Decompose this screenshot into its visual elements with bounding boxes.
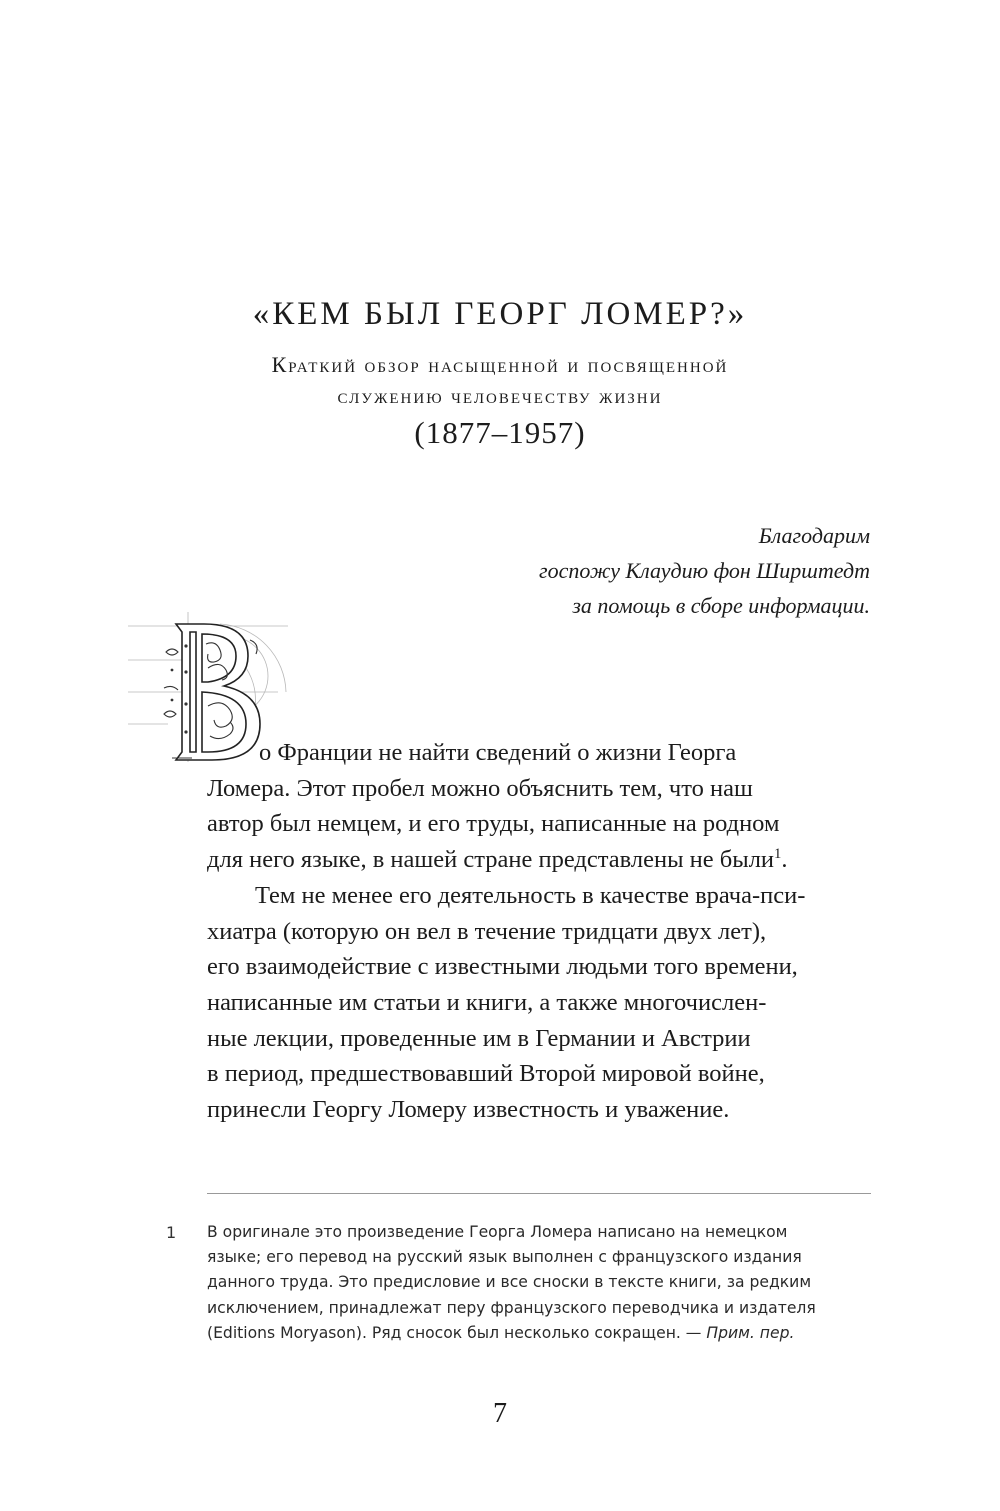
footnote-number: 1 [166, 1223, 177, 1242]
footnote-text [207, 1220, 877, 1346]
text-line [207, 842, 872, 878]
ack-line: Благодарим [758, 523, 870, 548]
ack-line: за помощь в сборе информации. [572, 593, 870, 618]
text-line-content: для него языке, в нашей стране представлены не были [207, 846, 775, 874]
paragraph [207, 878, 872, 1128]
translator-note: Прим. пер. [706, 1323, 795, 1342]
text-line: о Франции не найти сведений о жизни Георга [259, 739, 737, 766]
footnote-last-line: (Editions Moryason). Ряд сносок был несколько сокращен. — [207, 1323, 707, 1342]
text-line: в период, предшествовавший Второй мировой войне, [207, 1060, 765, 1088]
text-line: написанные им статьи и книги, а также многочислен- [207, 988, 767, 1016]
chapter-subtitle [0, 349, 1000, 411]
text-line: принесли Георгу Ломеру известность и уважение. [207, 1096, 730, 1124]
footnote-line [207, 1321, 877, 1346]
text-line: Ломера. Этот пробел можно объяснить тем, что наш [207, 774, 753, 802]
footnote-line: языке; его перевод на русский язык выполнен с французского издания [207, 1248, 802, 1267]
subtitle-line: служению человечеству жизни [337, 383, 663, 408]
text-line: его взаимодействие с известными людьми того времени, [207, 953, 798, 981]
sentence-end: . [781, 846, 788, 874]
subtitle-line: Краткий обзор насыщенной и посвященной [271, 352, 729, 377]
text-line: хиатра (которую он вел в течение тридцати двух лет), [207, 917, 767, 945]
footnote-line: данного труда. Это предисловие и все сноски в тексте книги, за редким [207, 1273, 812, 1292]
footnote-line: исключением, принадлежат перу французского переводчика и издателя [207, 1298, 816, 1317]
text-line: Тем не менее его деятельность в качестве врача-пси- [255, 881, 806, 909]
paragraph [207, 735, 872, 878]
text-line: автор был немцем, и его труды, написанные на родном [207, 810, 780, 838]
body-text [207, 735, 872, 1128]
footnote-divider [207, 1193, 871, 1194]
chapter-years: (1877–1957) [414, 415, 586, 450]
page-number: 7 [493, 1398, 507, 1429]
footnote-ref[interactable]: 1 [774, 845, 782, 862]
text-line: ные лекции, проведенные им в Германии и Австрии [207, 1024, 751, 1052]
acknowledgement [410, 518, 870, 623]
chapter-title: «КЕМ БЫЛ ГЕОРГ ЛОМЕР?» [252, 296, 748, 332]
ack-line: госпожу Клаудию фон Ширштедт [539, 558, 870, 583]
footnote-line: В оригинале это произведение Георга Ломера написано на немецком [207, 1223, 788, 1241]
